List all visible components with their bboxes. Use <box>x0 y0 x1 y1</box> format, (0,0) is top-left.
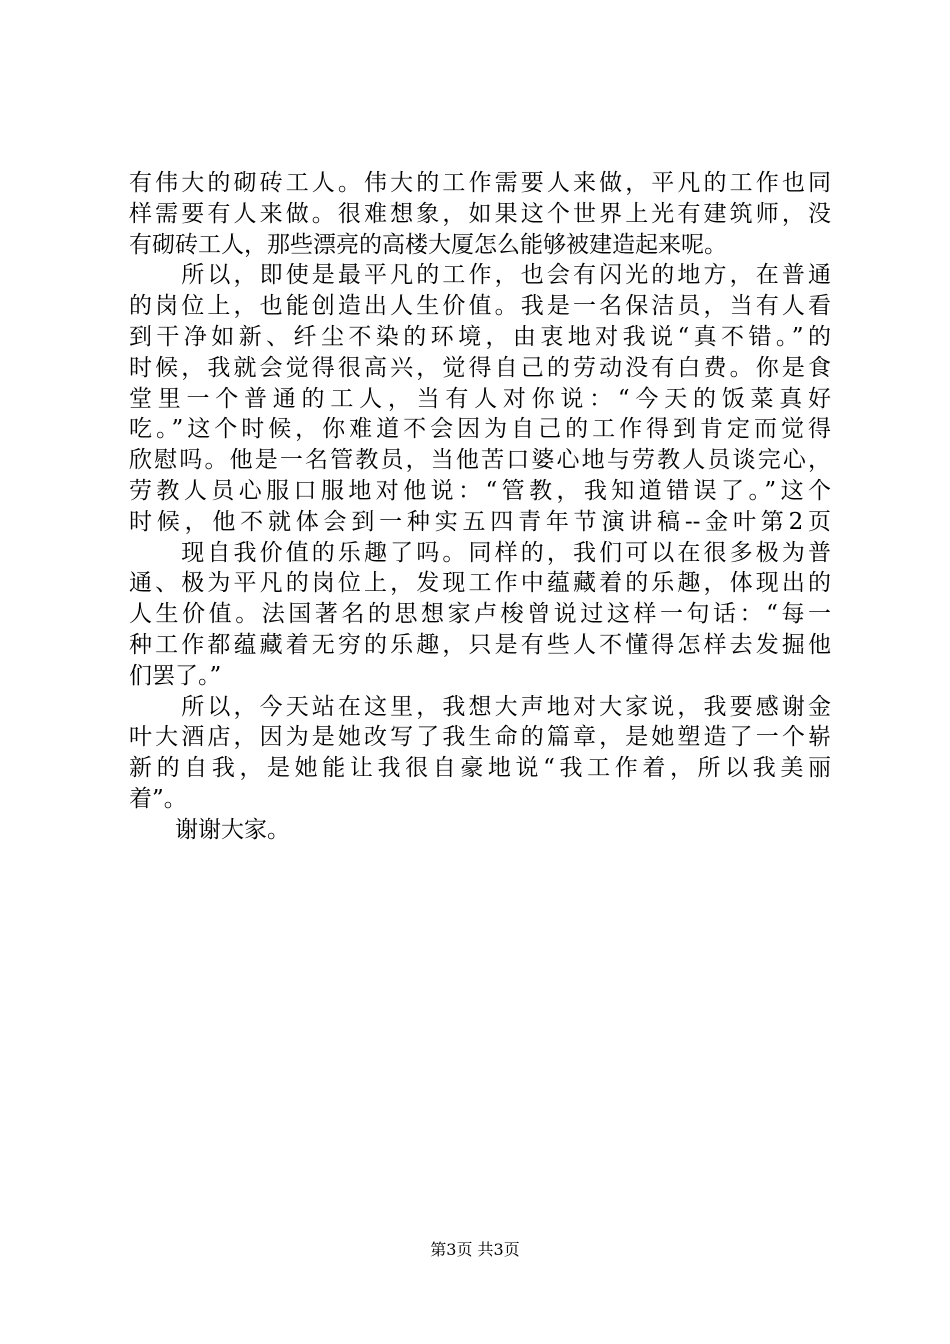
text-line: 时候，他不就体会到一种实五四青年节演讲稿--金叶第2页 <box>129 508 831 535</box>
text-line: 有砌砖工人，那些漂亮的高楼大厦怎么能够被建造起来呢。 <box>129 231 727 258</box>
text-line: 有伟大的砌砖工人。伟大的工作需要人来做，平凡的工作也同 <box>129 170 831 196</box>
text-line: 们罢了。” <box>129 662 222 689</box>
text-line: 通、极为平凡的岗位上，发现工作中蕴藏着的乐趣，体现出的 <box>129 570 831 597</box>
text-line: 新的自我，是她能让我很自豪地说“我工作着，所以我美丽 <box>129 755 831 782</box>
text-line: 时候，我就会觉得很高兴，觉得自己的劳动没有白费。你是食 <box>129 354 831 381</box>
text-line: 叶大酒店，因为是她改写了我生命的篇章，是她塑造了一个崭 <box>129 724 831 751</box>
text-line: 所以，今天站在这里，我想大声地对大家说，我要感谢金 <box>129 693 831 720</box>
text-line: 现自我价值的乐趣了吗。同样的，我们可以在很多极为普 <box>129 539 831 566</box>
text-line: 着”。 <box>129 785 187 812</box>
text-line: 所以，即使是最平凡的工作，也会有闪光的地方，在普通 <box>129 262 831 289</box>
text-line: 样需要有人来做。很难想象，如果这个世界上光有建筑师，没 <box>129 200 831 227</box>
text-line: 吃。”这个时候，你难道不会因为自己的工作得到肯定而觉得 <box>129 416 831 443</box>
text-line: 欣慰吗。他是一名管教员，当他苦口婆心地与劳教人员谈完心， <box>129 447 831 474</box>
text-line: 的岗位上，也能创造出人生价值。我是一名保洁员，当有人看 <box>129 293 831 320</box>
text-line: 谢谢大家。 <box>129 816 290 843</box>
text-line: 堂里一个普通的工人，当有人对你说：“今天的饭菜真好 <box>129 385 831 412</box>
text-line: 人生价值。法国著名的思想家卢梭曾说过这样一句话：“每一 <box>129 601 831 628</box>
document-body <box>129 168 831 846</box>
text-line: 劳教人员心服口服地对他说：“管教，我知道错误了。”这个 <box>129 477 831 504</box>
text-line: 种工作都蕴藏着无穷的乐趣，只是有些人不懂得怎样去发掘他 <box>129 631 831 658</box>
text-line: 到干净如新、纤尘不染的环境，由衷地对我说“真不错。”的 <box>129 323 831 350</box>
page-number-footer: 第3页 共3页 <box>430 1240 520 1259</box>
